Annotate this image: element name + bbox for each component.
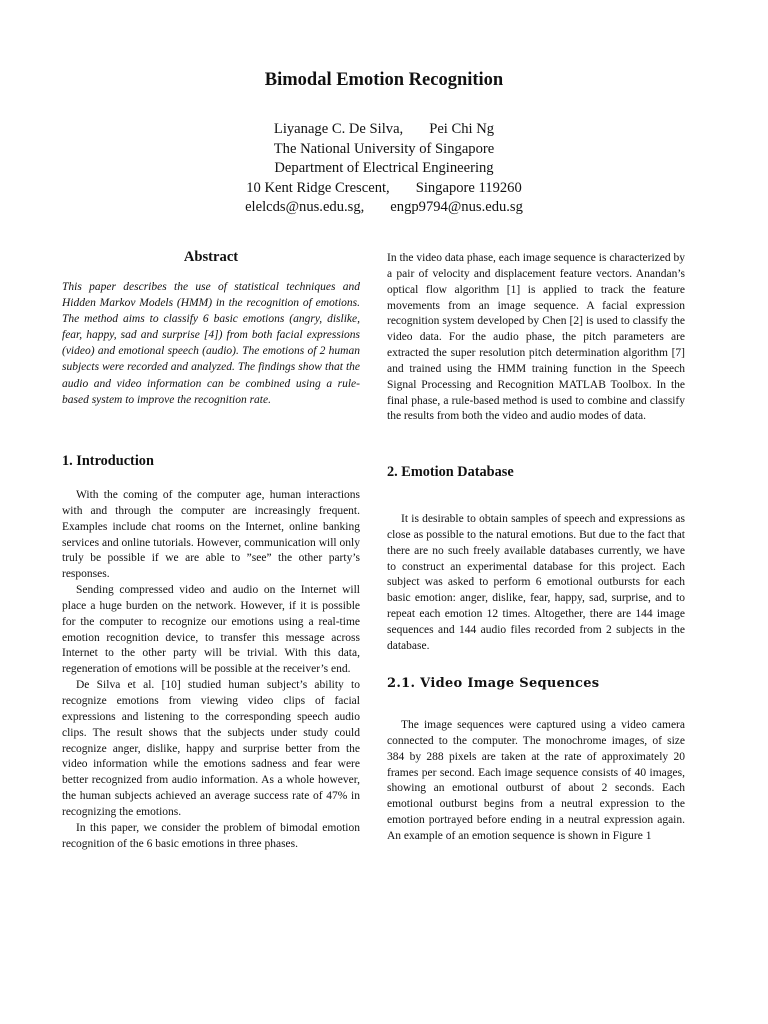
introduction-continuation bbox=[387, 251, 685, 425]
author-emails bbox=[0, 198, 768, 218]
author-address: 10 Kent Ridge Crescent, Singapore 119260 bbox=[246, 179, 522, 196]
author-1: Liyanage C. De Silva, bbox=[273, 121, 404, 137]
emotion-database-body bbox=[387, 512, 685, 655]
email-1: elelcds@nus.edu.sg, bbox=[245, 199, 365, 215]
paragraph: De Silva et al. [10] studied human subject’s ability to recognize emotions from viewing video clips of facial expressions and listening to the corresponding speech audio clips. The result shows that the subjects under study could recognize anger, dislike, happy and surprise better from the video information while the emotions sadness and fear were better recognized from audio information. As a whole however, the human subjects achieved an average success rate of 47% in recognizing the emotions. bbox=[62, 679, 360, 818]
paragraph: In this paper, we consider the problem of bimodal emotion recognition of the 6 basic emotions in three phases. bbox=[62, 821, 360, 850]
affiliation-university: The National University of Singapore bbox=[273, 140, 495, 157]
section-heading-emotion-database: 2. Emotion Database bbox=[387, 464, 514, 480]
abstract-text: This paper describes the use of statistical techniques and Hidden Markov Models (HMM) in the recognition of emotions. The method aims to classify 6 basic emotions (angry, dislike, fear, happy, sad and surprise [4]) from both facial expressions (video) and emotional speech (audio). The emotions of 2 human subjects were recorded and analyzed. The findings show that the audio and video information can be combined using a rule-based system to improve the recognition rate. bbox=[62, 281, 360, 406]
video-sequences-body bbox=[387, 718, 685, 845]
paragraph: In the video data phase, each image sequence is characterized by a pair of velocity and displacement feature vectors. Anandan’s optical flow algorithm [1] is applied to track the feature movements from an image sequence. A facial expression recognition system developed by Chen [2] is used to classify the video data. For the audio phase, the pitch parameters are extracted the super resolution pitch determination algorithm [7] and trained using the HMM training function in the Speech Signal Processing and Recognition MATLAB Toolbox. In the final phase, a rule-based method is used to combine and classify the results from both the video and audio modes of data. bbox=[387, 252, 685, 423]
paragraph: It is desirable to obtain samples of speech and expressions as close as possible to the natural emotions. But due to the fact that there are no such freely available databases currently, we have to construct an experimental database for this project. Each subject was asked to perform 6 emotional outbursts for each basic emotion: anger, dislike, fear, happy, sad, surprise, and to repeat each emotion 12 times. Altogether, there are 144 image sequences and 144 audio files recorded from 2 subjects in the database. bbox=[387, 513, 685, 652]
author-block bbox=[0, 120, 768, 218]
section-heading-introduction: 1. Introduction bbox=[62, 453, 154, 469]
paper-title: Bimodal Emotion Recognition bbox=[264, 70, 504, 90]
abstract-heading: Abstract bbox=[183, 249, 239, 265]
author-names bbox=[0, 120, 768, 140]
paragraph: With the coming of the computer age, human interactions with and through the computer are increasingly frequent. Examples include chat rooms on the Internet, online banking services and online tutorials. However, communication will only truly be possible if we are able to ”see” the other party’s responses. bbox=[62, 489, 360, 581]
affiliation-department: Department of Electrical Engineering bbox=[274, 160, 494, 176]
introduction-body bbox=[62, 488, 360, 852]
paragraph: The image sequences were captured using a video camera connected to the computer. The monochrome images, of size 384 by 288 pixels are taken at the rate of approximately 20 frames per second. Each image sequence consists of 40 images, showing an emotional outburst of about 2 seconds. Each emotional outburst begins from a neutral expression to the emotion portrayed before ending in a neutral expression again. An example of an emotion sequence is shown in Figure 1 bbox=[387, 719, 685, 842]
author-2: Pei Chi Ng bbox=[429, 121, 495, 137]
email-2: engp9794@nus.edu.sg bbox=[390, 199, 523, 215]
paragraph: Sending compressed video and audio on the Internet will place a huge burden on the network. However, if it is possible for the computer to recognize our emotions using a real-time emotion recognition device, to transfer this message across Internet to the other party will be trivial. With this data, regeneration of emotions will be possible at the receiver’s end. bbox=[62, 584, 360, 676]
subsection-heading-video-sequences: 2.1. Video Image Sequences bbox=[387, 676, 600, 691]
